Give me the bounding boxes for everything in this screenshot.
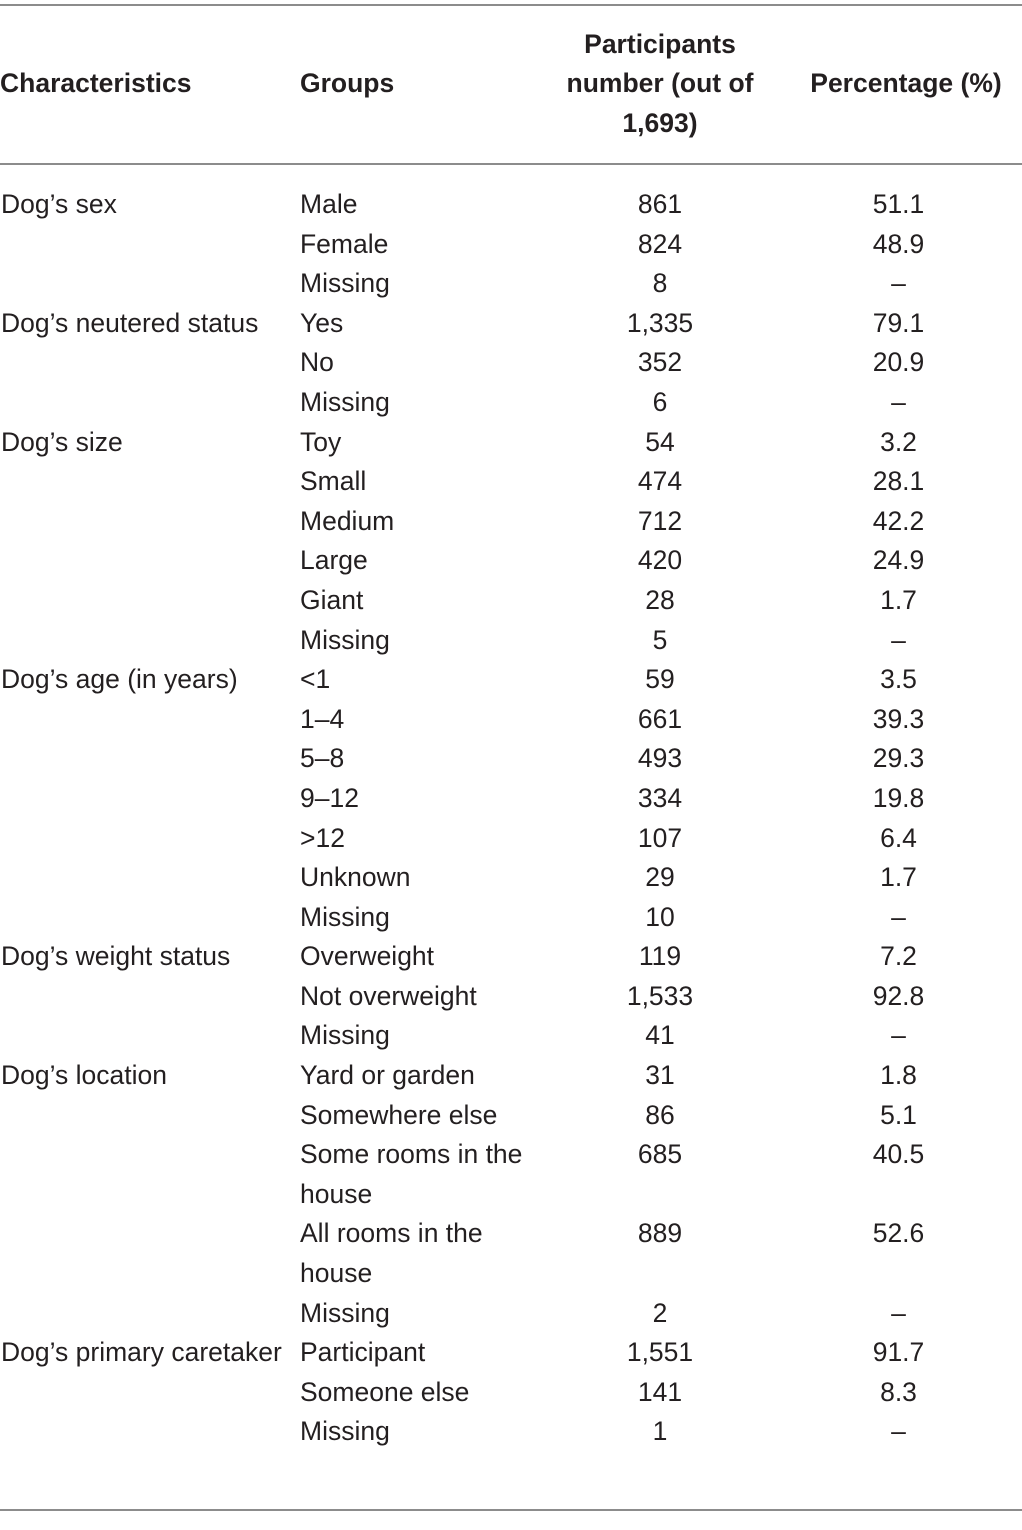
cell-group: Yard or garden [300, 1060, 475, 1091]
header-participants: Participants number (out of 1,693) [566, 28, 754, 138]
cell-characteristic: Dog’s age (in years) [1, 664, 238, 695]
cell-characteristic: Dog’s sex [1, 189, 117, 219]
table-row [0, 383, 1022, 423]
bottom-rule [0, 1509, 1022, 1511]
table-row [0, 225, 1022, 265]
table-row [0, 1214, 1022, 1293]
cell-percentage: 24.9 [872, 545, 925, 576]
cell-number: 86 [645, 1099, 675, 1130]
table-row [0, 700, 1022, 740]
table-row [0, 502, 1022, 542]
cell-group: Missing [300, 1020, 390, 1051]
table-row [0, 304, 1022, 344]
cell-group: Someone else [300, 1376, 470, 1407]
cell-number: 1 [652, 1416, 668, 1447]
cell-percentage: 8.3 [880, 1376, 917, 1407]
cell-number: 141 [637, 1376, 683, 1407]
cell-number: 107 [637, 822, 683, 853]
cell-characteristic [0, 225, 300, 265]
cell-percentage: 1.7 [880, 584, 917, 615]
cell-group: 9–12 [300, 782, 359, 813]
cell-group: Female [300, 228, 389, 259]
cell-characteristic [0, 1135, 300, 1214]
cell-number: 352 [637, 347, 683, 378]
cell-group: 5–8 [300, 743, 345, 774]
cell-percentage: 52.6 [872, 1218, 925, 1249]
cell-group: Missing [300, 386, 390, 417]
table-row [0, 1412, 1022, 1452]
cell-number: 474 [637, 466, 683, 497]
cell-group: Missing [300, 624, 390, 655]
cell-characteristic: Dog’s size [1, 426, 123, 457]
cell-characteristic [0, 462, 300, 502]
cell-characteristic [0, 779, 300, 819]
cell-group: Male [300, 189, 358, 219]
table-row [0, 621, 1022, 661]
cell-characteristic [0, 1412, 300, 1452]
cell-characteristic [0, 858, 300, 898]
cell-group: Medium [300, 505, 395, 536]
cell-number: 889 [637, 1218, 683, 1249]
cell-percentage: 3.5 [880, 664, 917, 695]
cell-group: Giant [300, 584, 364, 615]
cell-percentage: – [891, 268, 906, 299]
cell-number: 54 [645, 426, 675, 457]
cell-percentage: 91.7 [872, 1337, 925, 1368]
cell-characteristic [0, 1096, 300, 1136]
cell-percentage: 42.2 [872, 505, 925, 536]
cell-group: 1–4 [300, 703, 345, 734]
cell-percentage: 51.1 [872, 189, 925, 219]
cell-number: 29 [645, 862, 675, 893]
cell-number: 493 [637, 743, 683, 774]
cell-number: 712 [637, 505, 683, 536]
table-row [0, 779, 1022, 819]
cell-number: 10 [645, 901, 675, 932]
cell-characteristic [0, 621, 300, 661]
cell-percentage: 20.9 [872, 347, 925, 378]
cell-number: 59 [645, 664, 675, 695]
table-row [0, 660, 1022, 700]
cell-characteristic: Dog’s weight status [1, 941, 231, 972]
cell-group: Missing [300, 1416, 390, 1447]
cell-number: 28 [645, 584, 675, 615]
table-row [0, 581, 1022, 621]
cell-number: 824 [637, 228, 683, 259]
cell-characteristic [0, 700, 300, 740]
table-row [0, 1056, 1022, 1096]
cell-characteristic [0, 343, 300, 383]
cell-characteristic: Dog’s neutered status [1, 307, 259, 338]
cell-number: 1,533 [626, 980, 694, 1011]
cell-percentage: 7.2 [880, 941, 917, 972]
table-row [0, 1135, 1022, 1214]
table-row [0, 343, 1022, 383]
cell-characteristic [0, 502, 300, 542]
cell-group: <1 [300, 664, 331, 695]
cell-percentage: 28.1 [872, 466, 925, 497]
cell-characteristic [0, 898, 300, 938]
cell-percentage: 19.8 [872, 782, 925, 813]
cell-group: Overweight [300, 941, 435, 972]
cell-percentage: 40.5 [872, 1139, 925, 1170]
cell-number: 2 [652, 1297, 668, 1328]
cell-group: Not overweight [300, 980, 477, 1011]
header-percentage: Percentage (%) [810, 68, 1002, 99]
cell-percentage: – [891, 386, 906, 417]
cell-percentage: – [891, 1020, 906, 1051]
table-row [0, 1373, 1022, 1413]
cell-number: 1,335 [626, 307, 694, 338]
table-row [0, 1096, 1022, 1136]
cell-percentage: 1.7 [880, 862, 917, 893]
cell-percentage: – [891, 901, 906, 932]
cell-number: 5 [652, 624, 668, 655]
cell-number: 119 [638, 941, 682, 972]
cell-characteristic [0, 541, 300, 581]
cell-percentage: – [891, 624, 906, 655]
table-row [0, 1333, 1022, 1373]
cell-group: Missing [300, 901, 390, 932]
cell-group: Toy [300, 426, 342, 457]
cell-number: 661 [637, 703, 683, 734]
cell-group: All rooms in the house [300, 1218, 483, 1289]
header-groups: Groups [300, 68, 395, 99]
cell-percentage: 3.2 [880, 426, 917, 457]
cell-percentage: 39.3 [872, 703, 925, 734]
cell-characteristic [0, 581, 300, 621]
table-row [0, 185, 1022, 225]
cell-group: Small [300, 466, 367, 497]
cell-number: 1,551 [626, 1337, 694, 1368]
cell-number: 685 [637, 1139, 683, 1170]
table-row [0, 739, 1022, 779]
table-row [0, 541, 1022, 581]
header-characteristics: Characteristics [0, 68, 192, 99]
table-row [0, 977, 1022, 1017]
table-row [0, 858, 1022, 898]
cell-group: Missing [300, 1297, 390, 1328]
table-row [0, 1016, 1022, 1056]
cell-characteristic [0, 1214, 300, 1293]
table-row [0, 819, 1022, 859]
cell-characteristic [0, 1016, 300, 1056]
cell-characteristic [0, 383, 300, 423]
cell-number: 8 [652, 268, 668, 299]
cell-group: Participant [300, 1337, 426, 1368]
cell-number: 31 [645, 1060, 675, 1091]
table-row [0, 937, 1022, 977]
cell-characteristic [0, 819, 300, 859]
table-row [0, 462, 1022, 502]
cell-group: Unknown [300, 862, 411, 893]
cell-group: Some rooms in the house [300, 1139, 523, 1209]
header-rule [0, 163, 1022, 165]
cell-percentage: 1.8 [880, 1060, 917, 1091]
cell-number: 41 [645, 1020, 675, 1051]
cell-percentage: 6.4 [880, 822, 917, 853]
cell-number: 334 [637, 782, 683, 813]
cell-percentage: 79.1 [872, 307, 925, 338]
cell-group: Somewhere else [300, 1099, 498, 1130]
table-row [0, 264, 1022, 304]
cell-number: 861 [637, 189, 683, 219]
cell-percentage: 92.8 [872, 980, 925, 1011]
cell-characteristic [0, 264, 300, 304]
cell-characteristic [0, 1373, 300, 1413]
cell-characteristic: Dog’s location [1, 1060, 167, 1091]
cell-group: Yes [300, 307, 344, 338]
cell-percentage: 5.1 [880, 1099, 917, 1130]
cell-characteristic [0, 739, 300, 779]
cell-number: 6 [652, 386, 668, 417]
cell-percentage: 29.3 [872, 743, 925, 774]
table-body [0, 185, 1022, 1452]
cell-percentage: – [891, 1416, 906, 1447]
table-row [0, 423, 1022, 463]
cell-group: No [300, 347, 334, 378]
table-row [0, 898, 1022, 938]
cell-group: Missing [300, 268, 390, 299]
cell-number: 420 [637, 545, 683, 576]
cell-percentage: 48.9 [872, 228, 925, 259]
cell-group: >12 [300, 822, 345, 853]
cell-characteristic [0, 1294, 300, 1334]
cell-characteristic: Dog’s primary caretaker [1, 1337, 282, 1368]
cell-percentage: – [891, 1297, 906, 1328]
cell-group: Large [300, 545, 368, 576]
cell-characteristic [0, 977, 300, 1017]
table-row [0, 1294, 1022, 1334]
